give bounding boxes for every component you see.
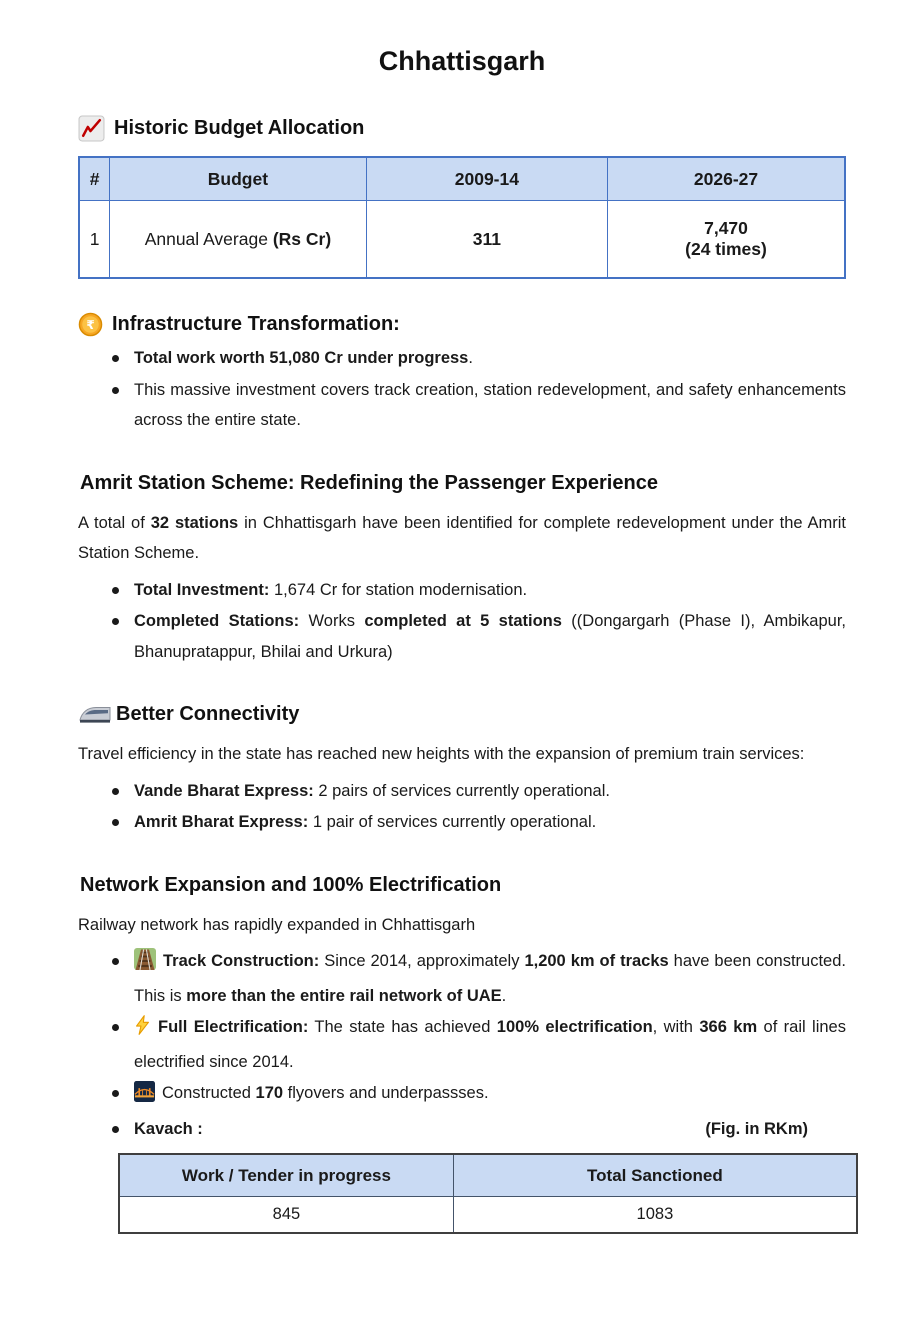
- budget-2026-amount: 7,470: [704, 218, 748, 238]
- section-heading-label: Better Connectivity: [116, 703, 300, 726]
- bullet-text-bold: 170: [255, 1084, 284, 1103]
- budget-col-2009-14: 2009-14: [366, 157, 607, 201]
- bullet-text: This massive investment covers track creation, station redevelopment, and safety enhancements across the entire state.: [134, 380, 846, 430]
- list-item: [78, 1078, 846, 1113]
- bullet-text-rest: 2 pairs of services currently operational.: [313, 781, 610, 800]
- bullet-marker: [112, 1126, 119, 1133]
- paragraph-segment: A total of: [78, 513, 151, 532]
- bullet-text-rest: have been constructed. This is: [134, 952, 846, 1005]
- bullet-text-rest: The state has achieved: [308, 1018, 497, 1037]
- budget-row-label: [110, 201, 367, 279]
- bullet-text-bold: Full Electrification:: [158, 1018, 309, 1037]
- bullet-text-bold: Completed Stations:: [134, 612, 300, 631]
- section-heading-label: Amrit Station Scheme: Redefining the Passenger Experience: [80, 471, 658, 494]
- budget-table-row: [79, 201, 845, 279]
- section-heading-label: Infrastructure Transformation:: [112, 313, 400, 335]
- amrit-paragraph: [78, 508, 846, 569]
- bullet-text: [134, 1078, 846, 1113]
- railway-track-icon: [134, 948, 156, 981]
- bullet-text-bold: Track Construction:: [163, 952, 320, 971]
- section-network-expansion: [80, 874, 846, 897]
- bullet-text: [134, 575, 846, 606]
- list-item: [78, 776, 846, 807]
- bullet-marker: [112, 958, 119, 965]
- bullet-marker: [112, 355, 119, 362]
- kavach-progress-value: 845: [119, 1197, 453, 1234]
- bullet-text-rest: of rail lines electrified since 2014.: [134, 1018, 846, 1071]
- budget-row-num: 1: [79, 201, 110, 279]
- bullet-text-bold: 1,200 km of tracks: [524, 952, 669, 971]
- budget-table: [78, 156, 846, 279]
- budget-col-budget: Budget: [110, 157, 367, 201]
- infrastructure-bullets: [78, 343, 846, 436]
- bullet-marker: [112, 387, 119, 394]
- list-item: [78, 807, 846, 838]
- kavach-units-note: (Fig. in RKm): [705, 1119, 808, 1138]
- budget-row-2026-value: [608, 201, 845, 279]
- svg-text:₹: ₹: [86, 317, 95, 332]
- bullet-marker: [112, 587, 119, 594]
- section-amrit-scheme: [80, 472, 846, 495]
- bullet-marker: [112, 819, 119, 826]
- bullet-text: [134, 946, 846, 1011]
- section-infrastructure: [78, 312, 846, 337]
- bullet-text-bold: more than the entire rail network of UAE: [186, 986, 502, 1005]
- bullet-marker: [112, 1024, 119, 1031]
- bullet-text: [134, 776, 846, 807]
- section-heading-label: Network Expansion and 100% Electrification: [80, 873, 502, 896]
- amrit-bullets: [78, 575, 846, 668]
- list-item: [78, 343, 846, 374]
- bullet-text-rest: ((Dongargarh (Phase I), Ambikapur, Bhanupratappur, Bhilai and Urkura): [134, 612, 846, 661]
- budget-row-label-bold: (Rs Cr): [272, 228, 332, 249]
- connectivity-paragraph: Travel efficiency in the state has reached new heights with the expansion of premium train services:: [78, 745, 805, 764]
- bullet-text-bold: completed at 5 stations: [364, 612, 562, 631]
- list-item: [78, 946, 846, 1011]
- budget-col-num: #: [79, 157, 110, 201]
- bullet-text-bold: Amrit Bharat Express:: [134, 813, 309, 832]
- connectivity-bullets: [78, 776, 846, 838]
- paragraph-segment: in Chhattisgarh have been identified for complete redevelopment under the Amrit Station Scheme.: [78, 513, 847, 563]
- kavach-table-row: [119, 1197, 857, 1234]
- night-bridge-icon: [134, 1081, 155, 1113]
- budget-table-header-row: [79, 157, 845, 201]
- bullet-text: [134, 1012, 846, 1077]
- bullet-marker: [112, 618, 119, 625]
- budget-col-2026-27: 2026-27: [608, 157, 845, 201]
- section-better-connectivity: [78, 703, 846, 726]
- bullet-text-bold: 366 km: [699, 1018, 758, 1037]
- network-bullets: [78, 946, 846, 1144]
- chart-increasing-icon: [78, 115, 105, 142]
- paragraph-segment-bold: 32 stations: [150, 513, 239, 532]
- budget-row-2009-value: 311: [366, 201, 607, 279]
- bullet-text-rest: 1,674 Cr for station modernisation.: [269, 580, 528, 599]
- section-heading-label: Historic Budget Allocation: [114, 117, 365, 139]
- page-title: Chhattisgarh: [378, 46, 546, 76]
- kavach-col-sanctioned: Total Sanctioned: [453, 1154, 857, 1197]
- budget-row-label-plain: Annual Average: [144, 228, 273, 249]
- bullet-text-rest: 1 pair of services currently operational.: [308, 813, 597, 832]
- lightning-bolt-icon: [134, 1014, 151, 1047]
- bullet-text-rest: Since 2014, approximately: [319, 952, 525, 971]
- bullet-text-rest: .: [501, 986, 507, 1005]
- network-paragraph: Railway network has rapidly expanded in Chhattisgarh: [78, 915, 476, 934]
- list-item: [78, 606, 846, 667]
- kavach-sanctioned-value: 1083: [453, 1197, 857, 1234]
- bullet-text-rest: Constructed: [162, 1084, 256, 1103]
- kavach-label: Kavach :: [134, 1119, 203, 1138]
- bullet-text-bold: Total Investment:: [134, 580, 270, 599]
- bullet-text: [134, 807, 846, 838]
- bullet-text-bold: 100% electrification: [496, 1018, 653, 1037]
- bullet-text-rest: flyovers and underpassses.: [283, 1084, 489, 1103]
- bullet-text-rest: .: [468, 349, 473, 367]
- bullet-text: [134, 1114, 846, 1145]
- list-item: [78, 1114, 846, 1145]
- kavach-table: [118, 1153, 858, 1234]
- bullet-text-bold: Vande Bharat Express:: [134, 781, 314, 800]
- bullet-text-rest: , with: [652, 1018, 700, 1037]
- kavach-col-progress: Work / Tender in progress: [119, 1154, 453, 1197]
- bullet-text-rest: Works: [299, 612, 365, 631]
- list-item: [78, 1012, 846, 1077]
- bullet-text-bold: Total work worth 51,080 Cr under progress: [134, 349, 469, 367]
- bullet-text: [134, 343, 846, 374]
- list-item: [78, 375, 846, 436]
- budget-2026-multiplier: (24 times): [685, 239, 767, 259]
- section-historic-budget: [78, 115, 846, 142]
- bullet-text: [134, 606, 846, 667]
- rupee-coin-icon: [78, 312, 103, 337]
- bullet-train-icon: [78, 704, 112, 726]
- bullet-marker: [112, 788, 119, 795]
- kavach-table-header-row: [119, 1154, 857, 1197]
- bullet-marker: [112, 1090, 119, 1097]
- list-item: [78, 575, 846, 606]
